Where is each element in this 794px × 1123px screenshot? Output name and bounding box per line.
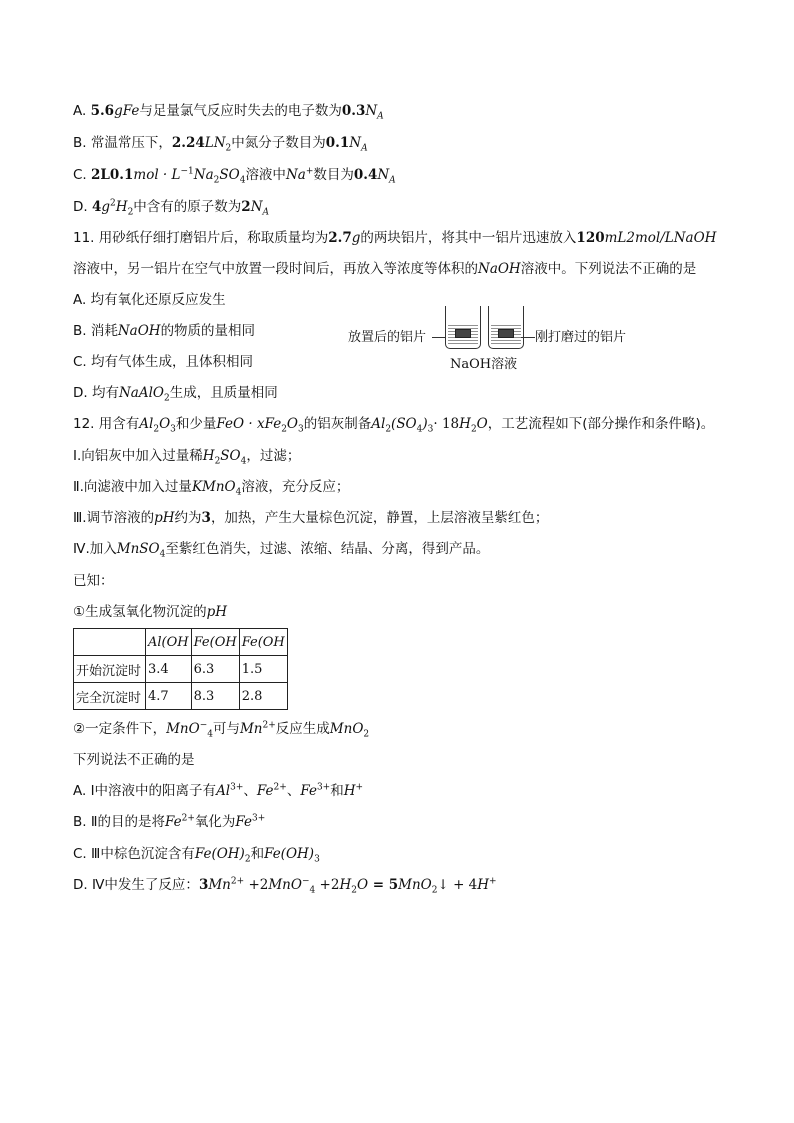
right-beaker-label: 刚打磨过的铝片 xyxy=(535,330,627,345)
table-row xyxy=(74,656,288,683)
table-cell: 完全沉淀时 xyxy=(74,683,146,710)
q12-step-3: Ⅲ.调节溶液的pH约为3，加热，产生大量棕色沉淀，静置，上层溶液呈紫红色； xyxy=(73,510,549,526)
q12-ask: 下列说法不正确的是 xyxy=(73,752,195,768)
table-row xyxy=(74,683,288,710)
q12-step-1: Ⅰ.向铝灰中加入过量稀$H_2SO_4$，过滤； xyxy=(73,448,301,467)
solution-label: NaOH溶液 xyxy=(450,357,518,372)
q12-option-a: A. Ⅰ中溶液中的阳离子有$Al^{3+}$、$Fe^{2+}$、$Fe^{3+}$和H+ xyxy=(73,782,364,799)
q11-option-c: C. 均有气体生成，且体积相同 xyxy=(73,354,254,370)
q12-option-b: B. Ⅱ的目的是将$Fe^{2+}$氧化为$Fe^{3+}$ xyxy=(73,813,266,830)
q12-option-d: D. Ⅳ中发生了反应：$3Mn^{2+} +2MnO^-_4 +2H_2O$ = 5MnO$_2$↓ + 4H+ xyxy=(73,876,497,896)
table-cell: 4.7 xyxy=(146,683,192,710)
q11-option-b: B. 消耗NaOH的物质的量相同 xyxy=(73,323,256,339)
q12-option-c: C. Ⅲ中棕色沉淀含有$Fe(OH)_2$和$Fe(OH)_3$ xyxy=(73,846,320,865)
q10-option-c: C. $2L0.1mol \cdot L^{-1}Na_2SO_4$溶液中Na+数目为$0.4N_A$ xyxy=(73,166,396,186)
table-header-row xyxy=(74,629,288,656)
table-cell: 8.3 xyxy=(191,683,239,710)
aluminum-plate-icon xyxy=(455,329,471,338)
right-beaker xyxy=(488,306,524,349)
q11-option-a: A. 均有氧化还原反应发生 xyxy=(73,292,226,308)
ph-table xyxy=(73,628,288,710)
q11-stem-line1: 11. 用砂纸仔细打磨铝片后，称取质量均为2.7g的两块铝片，将其中一铝片迅速放入120mL2mol/LNaOH xyxy=(73,230,717,246)
q11-option-d: D. 均有NaAlO$_2$生成，且质量相同 xyxy=(73,385,278,404)
left-beaker-label: 放置后的铝片 xyxy=(348,330,427,345)
table-header-cell: Al(OH xyxy=(146,629,192,656)
q12-stem: 12. 用含有$Al_2O_3$和少量FeO · $xFe_2O_3$的铝灰制备$Al_2(SO_4)_3\cdot 18H_2O$，工艺流程如下(部分操作和条件略)。 xyxy=(73,416,715,435)
table-header-cell: Fe(OH xyxy=(239,629,287,656)
table-cell: 开始沉淀时 xyxy=(74,656,146,683)
q10-option-b: B. 常温常压下，$2.24LN_2$中氮分子数目为$0.1N_A$ xyxy=(73,135,368,154)
q12-known-1: ①生成氢氧化物沉淀的pH xyxy=(73,604,228,620)
table-header-cell xyxy=(74,629,146,656)
table-cell: 6.3 xyxy=(191,656,239,683)
q11-stem-line2: 溶液中，另一铝片在空气中放置一段时间后，再放入等浓度等体积的NaOH溶液中。下列说法不正确的是 xyxy=(73,261,697,277)
table-cell: 3.4 xyxy=(146,656,192,683)
left-beaker xyxy=(445,306,481,349)
table-cell: 1.5 xyxy=(239,656,287,683)
table-header-cell: Fe(OH xyxy=(191,629,239,656)
table-cell: 2.8 xyxy=(239,683,287,710)
q12-known-2: ②一定条件下，MnO−$_4$可与$Mn^{2+}$反应生成MnO$_2$ xyxy=(73,720,370,740)
aluminum-plate-icon xyxy=(498,329,514,338)
q12-step-2: Ⅱ.向滤液中加入过量KMnO$_4$溶液，充分反应； xyxy=(73,479,350,498)
q10-option-a: A. 5.6gFe与足量氯气反应时失去的电子数为$0.3N_A$ xyxy=(73,103,384,122)
beaker-figure xyxy=(345,300,645,375)
right-leader-line xyxy=(521,337,535,338)
q12-step-4: Ⅳ.加入MnSO$_4$至紫红色消失，过滤、浓缩、结晶、分离，得到产品。 xyxy=(73,541,490,560)
q12-known: 已知： xyxy=(73,573,114,589)
q10-option-d: D. $4g^2H_2$中含有的原子数为$2N_A$ xyxy=(73,198,270,218)
left-leader-line xyxy=(432,337,446,338)
